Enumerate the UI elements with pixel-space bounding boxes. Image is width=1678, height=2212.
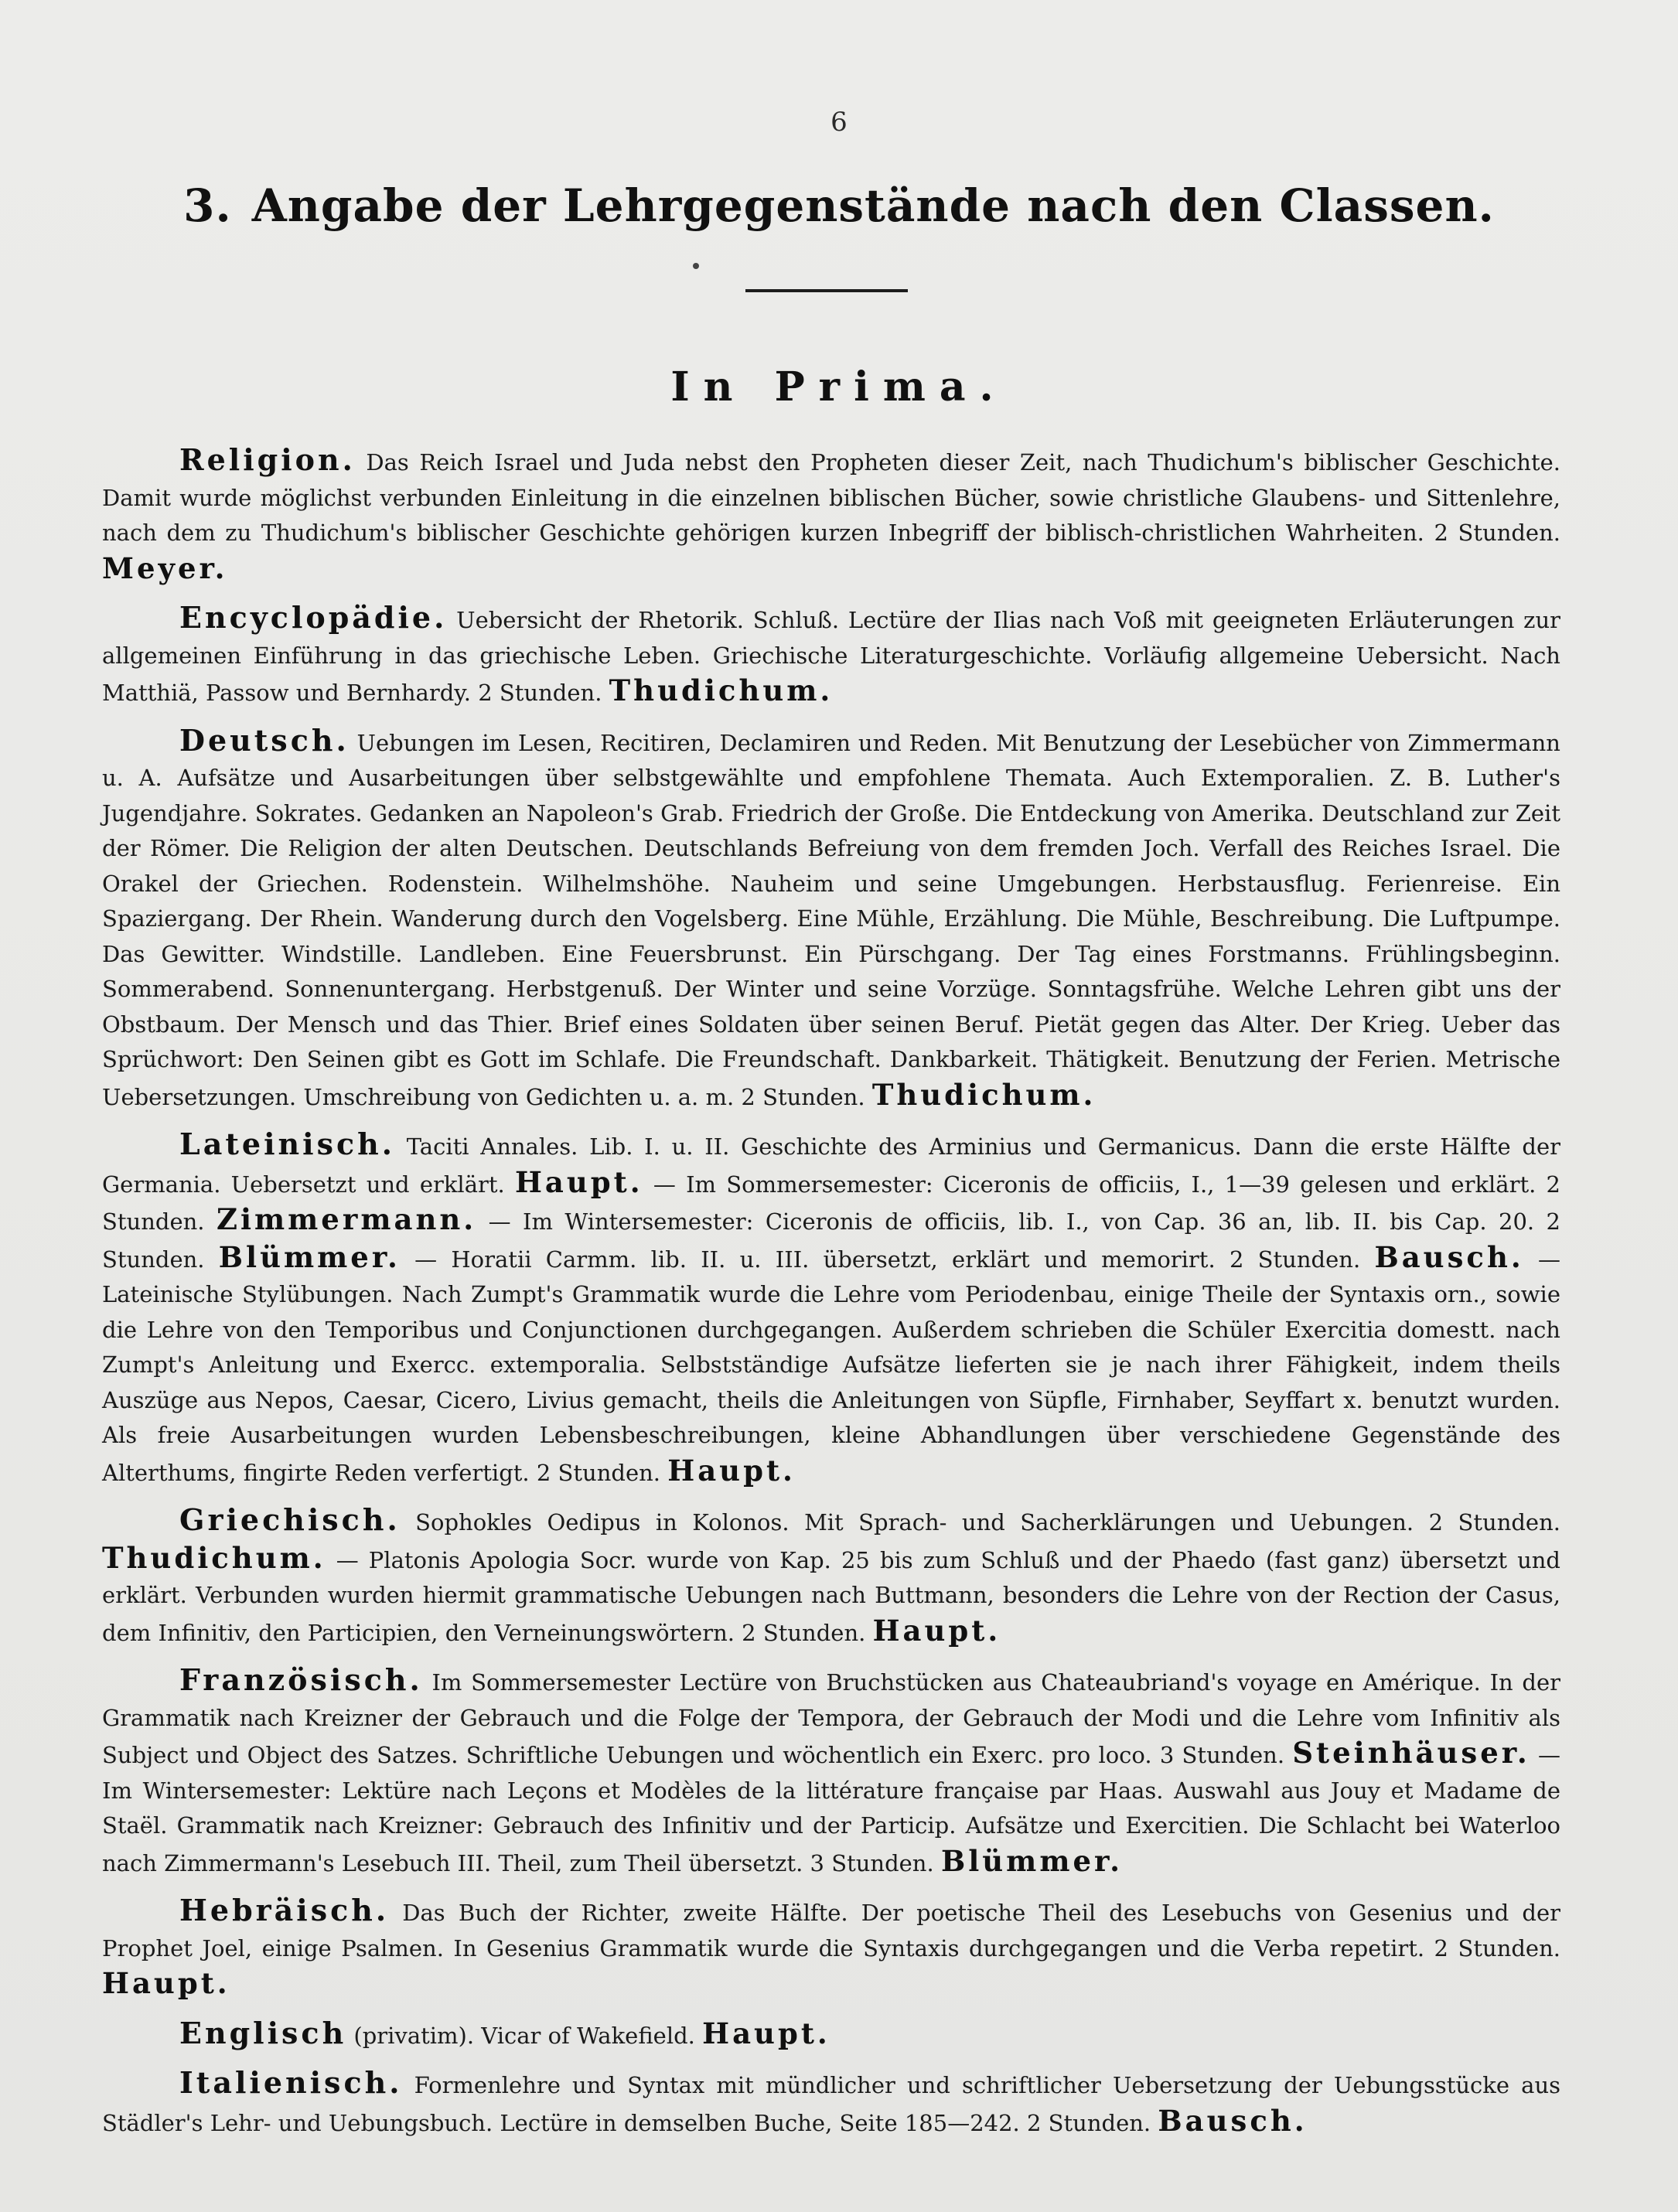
- teacher-name: Blümmer.: [940, 1843, 1123, 1878]
- section-title-text: Angabe der Lehrgegenstände nach den Classen.: [251, 179, 1495, 232]
- subject-paragraph: [102, 1126, 1560, 1491]
- subject-name: Hebräisch.: [179, 1893, 390, 1927]
- section-title: [0, 179, 1678, 232]
- subject-paragraph: [102, 600, 1560, 711]
- subject-name: Lateinisch.: [179, 1126, 395, 1161]
- subject-text: — Horatii Carmm. lib. II. u. III. übersetzt, erklärt und memorirt. 2 Stunden.: [400, 1246, 1375, 1273]
- teacher-name: Haupt.: [514, 1164, 643, 1199]
- page-number: 6: [830, 107, 848, 138]
- subject-text: Sophokles Oedipus in Kolonos. Mit Sprach- und Sacherklärungen und Uebungen. 2 Stunden.: [400, 1509, 1560, 1535]
- subject-text: Uebungen im Lesen, Recitiren, Declamiren und Reden. Mit Benutzung der Lesebücher von Zimmermann u. A. Aufsätze und Ausarbeitungen über selbstgewählte und empfohlene Themata. Auch Extemporalien. Z. B. Luther's Jugendjahre. Sokrates. Gedanken an Napoleon's Grab. Friedrich der Große. Die Entdeckung von Amerika. Deutschland zur Zeit der Römer. Die Religion der alten Deutschen. Deutschlands Befreiung von dem fremden Joch. Verfall des Reiches Israel. Die Orakel der Griechen. Rodenstein. Wilhelmshöhe. Nauheim und seine Umgebungen. Herbstausflug. Ferienreise. Ein Spaziergang. Der Rhein. Wanderung durch den Vogelsberg. Eine Mühle, Erzählung. Die Mühle, Beschreibung. Die Luftpumpe. Das Gewitter. Windstille. Landleben. Eine Feuersbrunst. Ein Pürschgang. Der Tag eines Forstmanns. Frühlingsbeginn. Sommerabend. Sonnenuntergang. Herbstgenuß. Der Winter und seine Vorzüge. Sonntagsfrühe. Welche Lehren gibt uns der Obstbaum. Der Mensch und das Thier. Brief eines Soldaten über seinen Beruf. Pietät gegen das Alter. Der Krieg. Ueber das Sprüchwort: Den Seinen gibt es Gott im Schlafe. Die Freundschaft. Dankbarkeit. Thätigkeit. Benutzung der Ferien. Metrische Uebersetzungen. Umschreibung von Gedichten u. a. m. 2 Stunden.: [102, 729, 1560, 1110]
- teacher-name: Haupt.: [702, 2016, 830, 2050]
- title-divider: [745, 289, 908, 292]
- teacher-name: Meyer.: [102, 550, 228, 585]
- subject-name: Religion.: [179, 442, 356, 477]
- subject-name: Italienisch.: [179, 2065, 403, 2100]
- teacher-name: Steinhäuser.: [1292, 1736, 1530, 1770]
- subject-paragraph: [102, 1893, 1560, 2004]
- subject-name: Griechisch.: [179, 1502, 401, 1537]
- ink-dot: [693, 263, 699, 269]
- subject-paragraph: [102, 442, 1560, 588]
- subject-text: Das Reich Israel und Juda nebst den Propheten dieser Zeit, nach Thudichum's biblischer Geschichte. Damit wurde möglichst verbunden Einleitung in die einzelnen biblischen Bücher, sowie christliche Glaubens- und Sittenlehre, nach dem zu Thudichum's biblischer Geschichte gehörigen kurzen Inbegriff der biblisch-christlichen Wahrheiten. 2 Stunden.: [102, 449, 1560, 546]
- subject-text: Das Buch der Richter, zweite Hälfte. Der poetische Theil des Lesebuchs von Gesenius und der Prophet Joel, einige Psalmen. In Gesenius Grammatik wurde die Syntaxis durchgegangen und die Verba repetirt. 2 Stunden.: [102, 1900, 1560, 1961]
- subject-paragraph: [102, 2016, 1560, 2054]
- subject-text: Taciti Annales. Lib. I. u. II. Geschichte des Arminius und Germanicus. Dann die erste Hälfte der Germania. Uebersetzt und erklärt.: [102, 1133, 1560, 1198]
- subject-text: — Im Sommersemester: Ciceronis de officiis, I., 1—39 gelesen und erklärt. 2 Stunden.: [102, 1171, 1561, 1235]
- teacher-name: Haupt.: [667, 1453, 796, 1488]
- teacher-name: Bausch.: [1374, 1239, 1524, 1274]
- subject-name: Deutsch.: [179, 722, 350, 758]
- teacher-name: Haupt.: [872, 1613, 1001, 1648]
- subject-name: Französisch.: [179, 1662, 423, 1697]
- section-number: 3.: [183, 179, 232, 232]
- subject-paragraph: [102, 2065, 1560, 2141]
- subject-text: — Lateinische Stylübungen. Nach Zumpt's Grammatik wurde die Lehre vom Periodenbau, einige Theile der Syntaxis orn., sowie die Lehre von den Temporibus und Conjunctionen durchgegangen. Außerdem schrieben die Schüler Exercitia domestt. nach Zumpt's Anleitung und Exercc. extemporalia. Selbstständige Aufsätze lieferten sie je nach ihrer Fähigkeit, indem theils Auszüge aus Nepos, Caesar, Cicero, Livius gemacht, theils die Anleitungen von Süpfle, Firnhaber, Seyffart x. benutzt wurden. Als freie Ausarbeitungen wurden Lebensbeschreibungen, kleine Abhandlungen über verschiedene Gegenstände des Alterthums, fingirte Reden verfertigt. 2 Stunden.: [102, 1246, 1561, 1486]
- subject-name: Englisch: [179, 2015, 347, 2050]
- subject-paragraph: [102, 1662, 1560, 1881]
- subject-paragraph: [102, 723, 1560, 1116]
- subject-text: — Im Wintersemester: Lektüre nach Leçons et Modèles de la littérature française par Haas. Auswahl aus Jouy et Madame de Staël. Grammatik nach Kreizner: Gebrauch des Infinitiv und der Particip. Aufsätze und Exercitien. Die Schlacht bei Waterloo nach Zimmermann's Lesebuch III. Theil, zum Theil übersetzt. 3 Stunden.: [102, 1742, 1561, 1876]
- subject-text: Im Sommersemester Lectüre von Bruchstücken aus Chateaubriand's voyage en Amérique. In der Grammatik nach Kreizner der Gebrauch und die Folge der Tempora, der Gebrauch der Modi und die Lehre vom Infinitiv als Subject und Object des Satzes. Schriftliche Uebungen und wöchentlich ein Exerc. pro loco. 3 Stunden.: [102, 1669, 1560, 1768]
- teacher-name: Thudichum.: [102, 1540, 326, 1575]
- subject-paragraph: [102, 1502, 1560, 1651]
- subjects-list: [102, 442, 1560, 2152]
- class-heading: In Prima.: [670, 363, 1008, 411]
- subject-name: Encyclopädie.: [179, 600, 448, 635]
- teacher-name: Thudichum.: [871, 1077, 1096, 1112]
- subject-text: — Platonis Apologia Socr. wurde von Kap. 25 bis zum Schluß und der Phaedo (fast ganz) übersetzt und erklärt. Verbunden wurden hiermit grammatische Uebungen nach Buttmann, besonders die Lehre von der Rection der Casus, dem Infinitiv, den Participien, den Verneinungswörtern. 2 Stunden.: [102, 1546, 1560, 1646]
- teacher-name: Haupt.: [102, 1966, 230, 2000]
- subject-text: (privatim). Vicar of Wakefield.: [346, 2022, 703, 2049]
- subject-text: Uebersicht der Rhetorik. Schluß. Lectüre der Ilias nach Voß mit geeigneten Erläuterungen zur allgemeinen Einführung in das griechische Leben. Griechische Literaturgeschichte. Vorläufig allgemeine Uebersicht. Nach Matthiä, Passow und Bernhardy. 2 Stunden.: [102, 607, 1560, 706]
- teacher-name: Zimmermann.: [216, 1202, 477, 1236]
- teacher-name: Thudichum.: [609, 673, 834, 707]
- teacher-name: Bausch.: [1158, 2103, 1308, 2138]
- subject-text: Formenlehre und Syntax mit mündlicher und schriftlicher Uebersetzung der Uebungsstücke aus Städler's Lehr- und Uebungsbuch. Lectüre in demselben Buche, Seite 185—242. 2 Stunden.: [102, 2072, 1560, 2136]
- subject-text: — Im Wintersemester: Ciceronis de officiis, lib. I., von Cap. 36 an, lib. II. bis Cap. 20. 2 Stunden.: [102, 1208, 1560, 1273]
- teacher-name: Blümmer.: [218, 1239, 401, 1274]
